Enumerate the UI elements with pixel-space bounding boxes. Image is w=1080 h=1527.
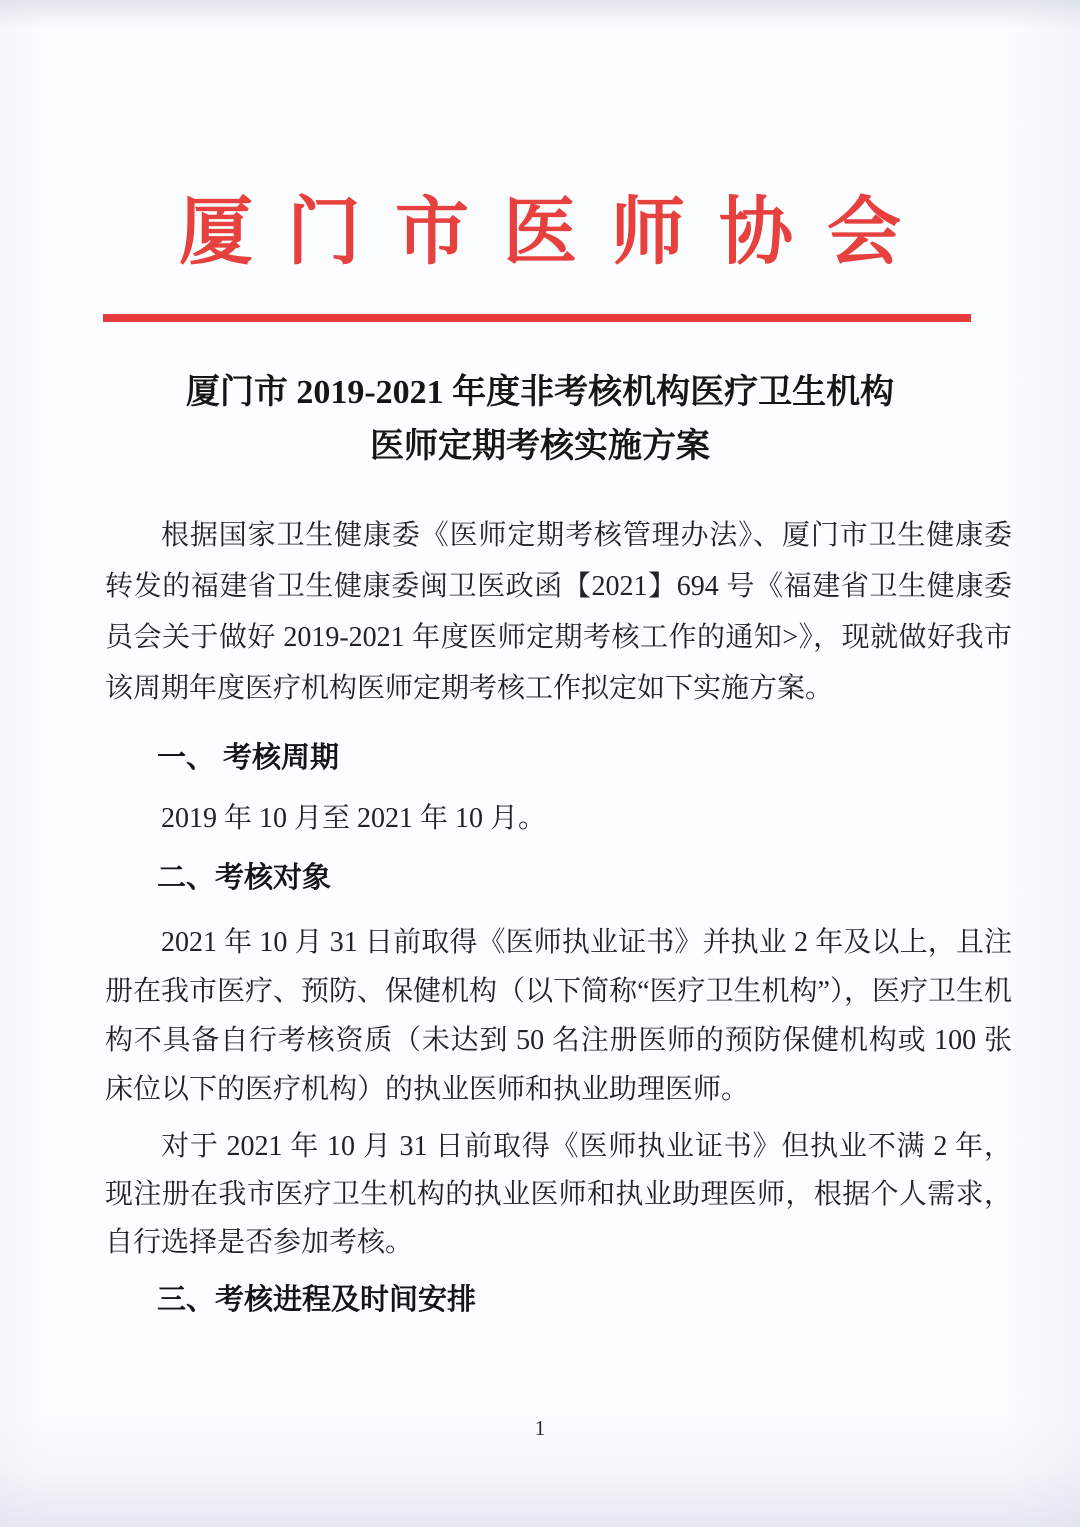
document-title-line-2: 医师定期考核实施方案 bbox=[370, 428, 710, 465]
assessment-targets-paragraph-2: 对于 2021 年 10 月 31 日前取得《医师执业证书》但执业不满 2 年，现注册在我市医疗卫生机构的执业医师和执业助理医师，根据个人需求，自行选择是否参加考核。 bbox=[105, 1131, 1012, 1258]
letterhead-divider-rule bbox=[103, 314, 971, 322]
page-number: 1 bbox=[534, 1416, 546, 1440]
assessment-period-text: 2019 年 10 月至 2021 年 10 月。 bbox=[161, 803, 547, 834]
section-heading-assessment-period: 一、 考核周期 bbox=[157, 742, 340, 774]
section-heading-assessment-schedule: 三、考核进程及时间安排 bbox=[157, 1284, 477, 1316]
intro-paragraph: 根据国家卫生健康委《医师定期考核管理办法》、厦门市卫生健康委转发的福建省卫生健康委闽卫医政函【2021】694 号《福建省卫生健康委员会关于做好 2019-2021 年度医师定期考核工作的通知>》，现就做好我市该周期年度医疗机构医师定期考核工作拟定如下实施方案。 bbox=[105, 520, 1012, 704]
assessment-targets-paragraph-1: 2021 年 10 月 31 日前取得《医师执业证书》并执业 2 年及以上，且注册在我市医疗、预防、保健机构（以下简称“医疗卫生机构”），医疗卫生机构不具备自行考核资质（未达到 50 名注册医师的预防保健机构或 100 张床位以下的医疗机构）的执业医师和执业助理医师。 bbox=[105, 927, 1012, 1105]
document-title bbox=[80, 366, 1000, 474]
letterhead-organization-title: 厦门市医师协会 bbox=[179, 189, 935, 275]
document-title-line-1: 厦门市 2019-2021 年度非考核机构医疗卫生机构 bbox=[185, 374, 895, 411]
section-heading-assessment-targets: 二、考核对象 bbox=[157, 862, 332, 894]
